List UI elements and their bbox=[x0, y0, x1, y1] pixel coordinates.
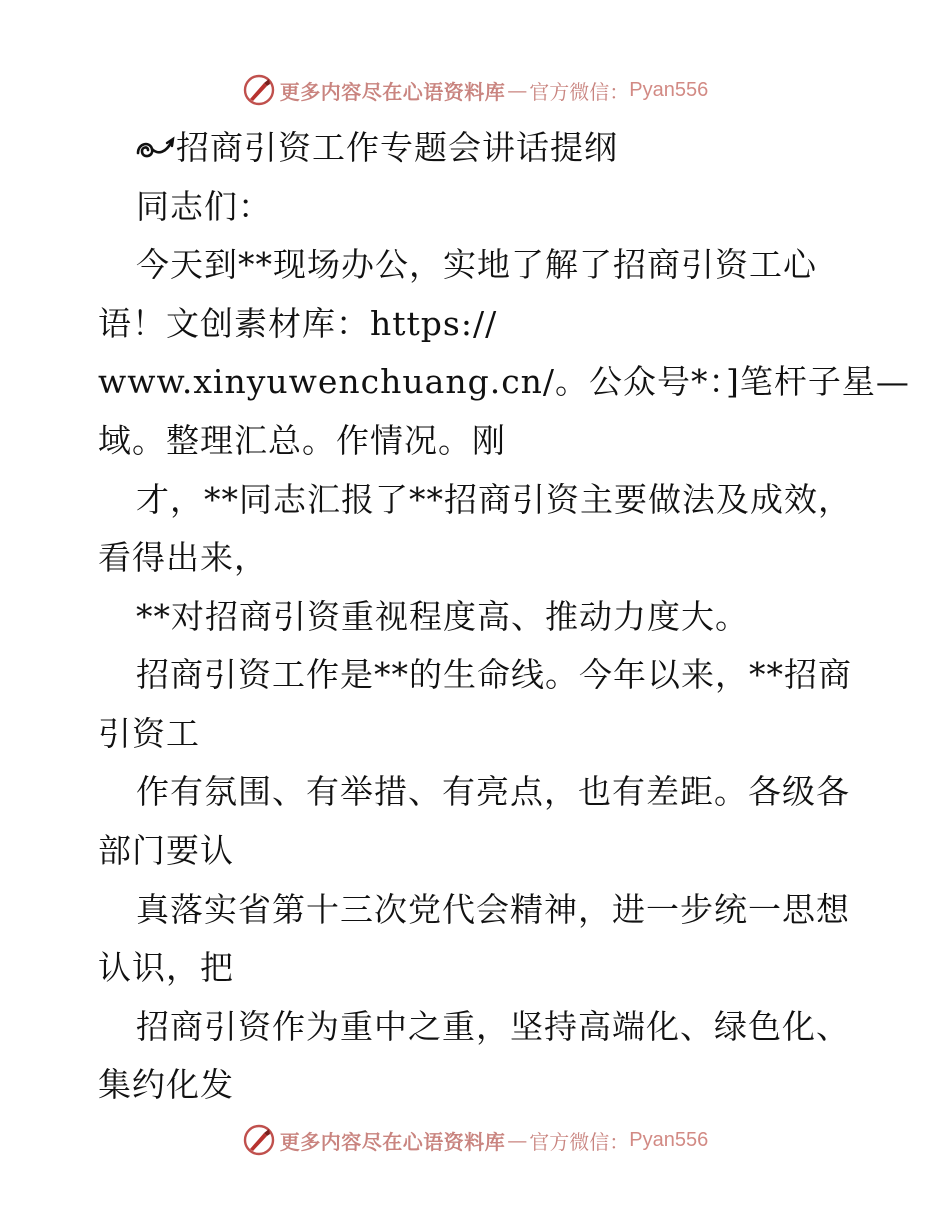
body-line: **对招商引资重视程度高、推动力度大。 bbox=[136, 597, 749, 636]
banner-wechat-label: 官方微信： bbox=[529, 1129, 630, 1154]
body-line: 引资工 bbox=[98, 714, 200, 753]
body-line: 域。整理汇总。作情况。刚 bbox=[98, 421, 506, 460]
footer-banner bbox=[0, 1120, 950, 1160]
body-line: 部门要认 bbox=[98, 831, 234, 870]
document-title: 招商引资工作专题会讲话提纲 bbox=[176, 128, 618, 167]
banner-wechat-id: Pyan556 bbox=[629, 1128, 709, 1151]
body-line: 今天到**现场办公，实地了解了招商引资工心 bbox=[136, 245, 817, 284]
pen-logo-icon bbox=[242, 1123, 276, 1157]
body-line: 语！文创素材库：https:// bbox=[98, 304, 498, 343]
banner-wechat-id: Pyan556 bbox=[629, 78, 709, 101]
banner-text: 更多内容尽在心语资料库 bbox=[279, 1129, 506, 1154]
banner-wechat-label: 官方微信： bbox=[529, 79, 630, 104]
body-line: 招商引资工作是**的生命线。今年以来，**招商 bbox=[136, 655, 852, 694]
body-line: 才，**同志汇报了**招商引资主要做法及成效， bbox=[136, 480, 852, 519]
banner-dash: — bbox=[507, 1128, 528, 1152]
body-line: 认识，把 bbox=[98, 948, 234, 987]
body-line: 集约化发 bbox=[98, 1065, 234, 1104]
banner-text: 更多内容尽在心语资料库 bbox=[279, 79, 506, 104]
document-title-row bbox=[134, 128, 618, 168]
salutation-line: 同志们： bbox=[136, 187, 272, 226]
body-line: 看得出来， bbox=[98, 538, 268, 577]
body-line: 招商引资作为重中之重，坚持高端化、绿色化、 bbox=[136, 1007, 850, 1046]
swirl-bullet-icon bbox=[134, 133, 176, 163]
header-banner bbox=[0, 70, 950, 110]
body-line: 作有氛围、有举措、有亮点，也有差距。各级各 bbox=[136, 772, 850, 811]
body-line: www.xinyuwenchuang.cn/。公众号*：]笔杆子星— bbox=[98, 362, 910, 401]
banner-dash: — bbox=[507, 78, 528, 102]
body-line: 真落实省第十三次党代会精神，进一步统一思想 bbox=[136, 890, 850, 929]
pen-logo-icon bbox=[242, 73, 276, 107]
